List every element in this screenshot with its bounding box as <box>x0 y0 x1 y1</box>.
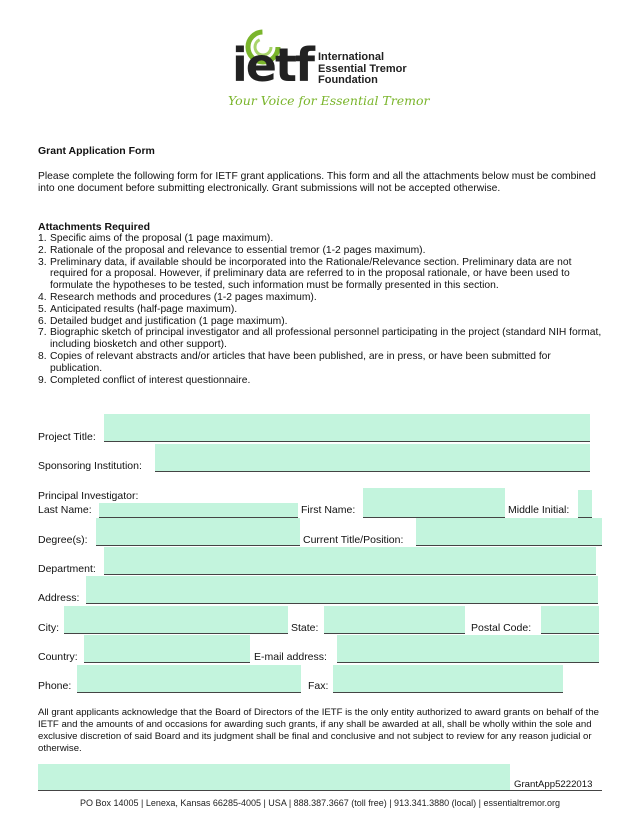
department-label: Department: <box>38 563 96 575</box>
last-name-field[interactable] <box>99 503 298 518</box>
list-item: 2. Rationale of the proposal and relevance to essential tremor (1-2 pages maximum). <box>38 244 426 256</box>
list-item: 9. Completed conflict of interest questionnaire. <box>38 374 251 386</box>
sponsoring-institution-field[interactable] <box>155 444 590 472</box>
country-field[interactable] <box>84 635 250 663</box>
list-item: 5. Anticipated results (half-page maximum). <box>38 303 238 315</box>
list-item: 8. Copies of relevant abstracts and/or articles that have been published, are in press, or have been submitted for publication. <box>38 350 551 374</box>
city-label: City: <box>38 622 59 634</box>
middle-initial-label: Middle Initial: <box>508 504 570 516</box>
postal-code-label: Postal Code: <box>471 622 532 634</box>
email-label: E-mail address: <box>254 651 327 663</box>
sponsoring-institution-label: Sponsoring Institution: <box>38 460 142 472</box>
postal-code-field[interactable] <box>541 606 599 634</box>
fax-label: Fax: <box>308 680 329 692</box>
degrees-label: Degree(s): <box>38 534 88 546</box>
ietf-logo <box>228 28 428 114</box>
first-name-label: First Name: <box>301 504 356 516</box>
attachments-list <box>38 233 603 386</box>
middle-initial-field[interactable] <box>578 490 592 518</box>
list-item: 4. Research methods and procedures (1-2 pages maximum). <box>38 291 317 303</box>
city-field[interactable] <box>64 606 288 634</box>
address-label: Address: <box>38 592 80 604</box>
fax-field[interactable] <box>333 665 563 693</box>
logo-wordmark: ietf <box>232 38 313 92</box>
signature-field[interactable] <box>38 764 510 791</box>
phone-field[interactable] <box>77 665 301 693</box>
intro-paragraph: Please complete the following form for IETF grant applications. This form and all the attachments below must be combined into one document before submitting electronically. Grant submissions will not be accepted otherwise. <box>38 171 596 195</box>
project-title-field[interactable] <box>104 414 590 442</box>
degrees-field[interactable] <box>96 518 300 546</box>
email-field[interactable] <box>337 635 599 663</box>
form-id: GrantApp5222013 <box>514 779 593 790</box>
phone-label: Phone: <box>38 680 72 692</box>
list-item: 7. Biographic sketch of principal investigator and all professional personnel participating in the project (standard NIH format, including biosketch and other support). <box>38 327 602 351</box>
address-field[interactable] <box>86 576 598 604</box>
list-item: 3. Preliminary data, if available should be incorporated into the Rationale/Relevance section. Preliminary data are not required for a proposal. However, if preliminary data are referred to in the proposal rationale, or have been used to formulate the hypotheses to be tested, such information must be formally presented in this section. <box>38 256 572 292</box>
list-item: 6. Detailed budget and justification (1 page maximum). <box>38 315 288 327</box>
last-name-label: Last Name: <box>38 504 92 516</box>
footer-contact: PO Box 14005 | Lenexa, Kansas 66285-4005 | USA | 888.387.3667 (toll free) | 913.341.3880 (local) | essentialtremor.org <box>80 798 560 808</box>
id-underline <box>510 790 602 791</box>
state-label: State: <box>291 622 319 634</box>
logo-tagline: Your Voice for Essential Tremor <box>228 93 430 108</box>
principal-investigator-label: Principal Investigator: <box>38 490 139 502</box>
department-field[interactable] <box>104 547 596 575</box>
attachments-heading: Attachments Required <box>38 221 151 233</box>
current-title-field[interactable] <box>416 518 602 546</box>
list-item: 1. Specific aims of the proposal (1 page maximum). <box>38 233 274 244</box>
project-title-label: Project Title: <box>38 431 96 443</box>
acknowledgement-paragraph: All grant applicants acknowledge that the Board of Directors of the IETF is the only entity authorized to award grants on behalf of the IETF and the amounts of and occasions for awarding such grants, if any shall be awarded at all, shall be wholly within the sole and exclusive discretion of said Board and its judgment shall be final and conclusive and not subject to review for any reason judicial or otherwise. <box>38 707 600 754</box>
country-label: Country: <box>38 651 78 663</box>
page-title: Grant Application Form <box>38 145 155 157</box>
current-title-label: Current Title/Position: <box>303 534 404 546</box>
first-name-field[interactable] <box>363 488 505 518</box>
logo-org-name: International Essential Tremor Foundation <box>318 51 407 86</box>
state-field[interactable] <box>324 606 465 634</box>
